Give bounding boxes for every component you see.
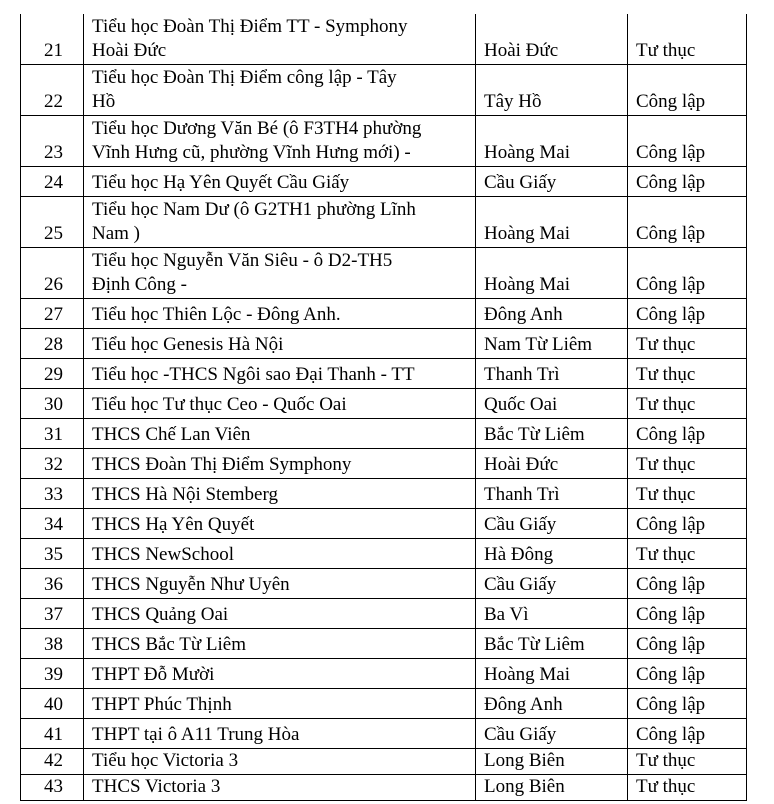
table-row: [21, 449, 747, 479]
district: Đông Anh: [476, 689, 628, 719]
school-type: Tư thục: [628, 479, 747, 509]
row-number: 43: [21, 775, 84, 801]
row-number: 27: [21, 299, 84, 329]
row-number: 41: [21, 719, 84, 749]
row-number: 33: [21, 479, 84, 509]
school-name-line: THCS Đoàn Thị Điểm Symphony: [92, 454, 352, 475]
table-row: [21, 359, 747, 389]
school-name: [84, 359, 476, 389]
table-row: [21, 659, 747, 689]
school-name-line: Tiểu học Dương Văn Bé (ô F3TH4 phường: [92, 118, 422, 139]
row-number: 21: [21, 14, 84, 65]
district: Hoàng Mai: [476, 248, 628, 299]
row-number: 26: [21, 248, 84, 299]
table: [20, 14, 747, 801]
school-type: Công lập: [628, 419, 747, 449]
school-name-line: Tiểu học Đoàn Thị Điểm công lập - Tây: [92, 67, 397, 88]
school-name-line: THCS Hạ Yên Quyết: [92, 514, 255, 535]
table-row: [21, 719, 747, 749]
row-number: 38: [21, 629, 84, 659]
school-type: Tư thục: [628, 775, 747, 801]
school-name-line: THCS Victoria 3: [92, 776, 221, 797]
row-number: 24: [21, 167, 84, 197]
school-type: Công lập: [628, 65, 747, 116]
row-number: 40: [21, 689, 84, 719]
school-type: Công lập: [628, 116, 747, 167]
table-body: [21, 14, 747, 801]
table-row: [21, 629, 747, 659]
school-name: [84, 389, 476, 419]
table-row: [21, 775, 747, 801]
school-name-line: Tiểu học Nguyễn Văn Siêu - ô D2-TH5: [92, 250, 393, 271]
district: Hà Đông: [476, 539, 628, 569]
row-number: 35: [21, 539, 84, 569]
district: Hoàng Mai: [476, 116, 628, 167]
table-row: [21, 14, 747, 65]
school-name: [84, 299, 476, 329]
school-name-line: THPT tại ô A11 Trung Hòa: [92, 724, 300, 745]
school-type: Tư thục: [628, 539, 747, 569]
school-name-line: Tiểu học Victoria 3: [92, 750, 239, 771]
school-name: [84, 749, 476, 775]
school-type: Tư thục: [628, 329, 747, 359]
district: Bắc Từ Liêm: [476, 629, 628, 659]
school-type: Công lập: [628, 509, 747, 539]
school-name: [84, 116, 476, 167]
table-row: [21, 299, 747, 329]
district: Cầu Giấy: [476, 167, 628, 197]
school-name-line: Định Công -: [92, 274, 187, 295]
district: Long Biên: [476, 749, 628, 775]
school-name-line: Tiểu học Nam Dư (ô G2TH1 phường Lĩnh: [92, 199, 416, 220]
school-name-line: Tiểu học Đoàn Thị Điểm TT - Symphony: [92, 16, 408, 37]
school-name: [84, 248, 476, 299]
school-name-line: THCS Hà Nội Stemberg: [92, 484, 278, 505]
school-name-line: Tiểu học -THCS Ngôi sao Đại Thanh - TT: [92, 364, 415, 385]
row-number: 39: [21, 659, 84, 689]
table-row: [21, 509, 747, 539]
school-name-line: THCS Nguyễn Như Uyên: [92, 574, 290, 595]
district: Nam Từ Liêm: [476, 329, 628, 359]
school-name-line: Vĩnh Hưng cũ, phường Vĩnh Hưng mới) -: [92, 142, 411, 163]
district: Thanh Trì: [476, 359, 628, 389]
school-name-line: THCS Chế Lan Viên: [92, 424, 251, 445]
district: Cầu Giấy: [476, 509, 628, 539]
school-name: [84, 659, 476, 689]
school-name: [84, 509, 476, 539]
table-row: [21, 419, 747, 449]
table-row: [21, 65, 747, 116]
school-name-line: Hoài Đức: [92, 40, 167, 61]
table-row: [21, 116, 747, 167]
table-row: [21, 479, 747, 509]
school-name-line: Hồ: [92, 91, 116, 112]
school-name: [84, 689, 476, 719]
school-name: [84, 539, 476, 569]
district: Bắc Từ Liêm: [476, 419, 628, 449]
district: Quốc Oai: [476, 389, 628, 419]
table-row: [21, 689, 747, 719]
row-number: 42: [21, 749, 84, 775]
district: Đông Anh: [476, 299, 628, 329]
table-row: [21, 599, 747, 629]
school-name: [84, 197, 476, 248]
school-type: Công lập: [628, 719, 747, 749]
table-row: [21, 248, 747, 299]
school-type: Công lập: [628, 167, 747, 197]
school-name: [84, 14, 476, 65]
school-type: Công lập: [628, 659, 747, 689]
row-number: 34: [21, 509, 84, 539]
district: Hoài Đức: [476, 14, 628, 65]
district: Hoàng Mai: [476, 659, 628, 689]
table-row: [21, 389, 747, 419]
school-name-line: Nam ): [92, 223, 141, 244]
school-name-line: Tiểu học Thiên Lộc - Đông Anh.: [92, 304, 341, 325]
school-name: [84, 419, 476, 449]
table-row: [21, 749, 747, 775]
school-type: Công lập: [628, 197, 747, 248]
row-number: 22: [21, 65, 84, 116]
school-name-line: Tiểu học Genesis Hà Nội: [92, 334, 284, 355]
district: Long Biên: [476, 775, 628, 801]
district: Cầu Giấy: [476, 719, 628, 749]
school-type: Tư thục: [628, 749, 747, 775]
district: Tây Hồ: [476, 65, 628, 116]
row-number: 37: [21, 599, 84, 629]
school-type: Tư thục: [628, 449, 747, 479]
school-type: Công lập: [628, 599, 747, 629]
row-number: 29: [21, 359, 84, 389]
school-name: [84, 775, 476, 801]
school-name: [84, 167, 476, 197]
school-name: [84, 629, 476, 659]
district: Cầu Giấy: [476, 569, 628, 599]
row-number: 31: [21, 419, 84, 449]
school-name-line: Tiểu học Hạ Yên Quyết Cầu Giấy: [92, 172, 350, 193]
school-name: [84, 479, 476, 509]
district: Thanh Trì: [476, 479, 628, 509]
table-row: [21, 539, 747, 569]
school-name: [84, 719, 476, 749]
row-number: 30: [21, 389, 84, 419]
school-type: Tư thục: [628, 389, 747, 419]
row-number: 32: [21, 449, 84, 479]
row-number: 23: [21, 116, 84, 167]
school-type: Tư thục: [628, 14, 747, 65]
school-name-line: THPT Phúc Thịnh: [92, 694, 232, 715]
district: Ba Vì: [476, 599, 628, 629]
school-list-table: [20, 14, 746, 801]
school-name-line: THPT Đỗ Mười: [92, 664, 215, 685]
school-type: Công lập: [628, 248, 747, 299]
table-row: [21, 167, 747, 197]
row-number: 28: [21, 329, 84, 359]
school-name-line: THCS NewSchool: [92, 544, 234, 565]
school-type: Công lập: [628, 689, 747, 719]
school-name-line: THCS Quảng Oai: [92, 604, 229, 625]
table-row: [21, 569, 747, 599]
school-name: [84, 599, 476, 629]
table-row: [21, 329, 747, 359]
school-name: [84, 65, 476, 116]
school-name-line: THCS Bắc Từ Liêm: [92, 634, 247, 655]
school-type: Công lập: [628, 629, 747, 659]
row-number: 25: [21, 197, 84, 248]
school-name: [84, 449, 476, 479]
row-number: 36: [21, 569, 84, 599]
school-name-line: Tiểu học Tư thục Ceo - Quốc Oai: [92, 394, 347, 415]
school-name: [84, 329, 476, 359]
district: Hoàng Mai: [476, 197, 628, 248]
school-type: Tư thục: [628, 359, 747, 389]
district: Hoài Đức: [476, 449, 628, 479]
school-type: Công lập: [628, 569, 747, 599]
school-type: Công lập: [628, 299, 747, 329]
school-name: [84, 569, 476, 599]
table-row: [21, 197, 747, 248]
